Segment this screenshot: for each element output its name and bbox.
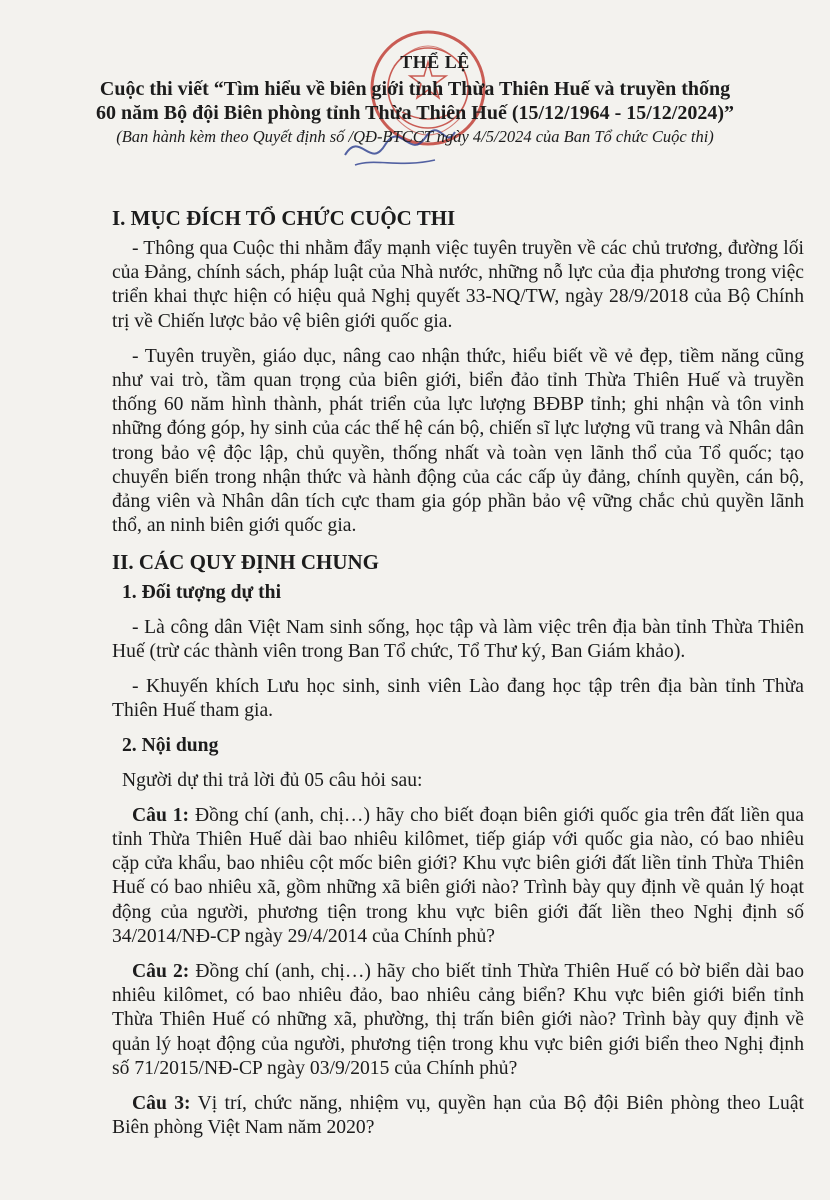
section-heading-general-rules: II. CÁC QUY ĐỊNH CHUNG — [112, 550, 379, 575]
question-label: Câu 3: — [132, 1093, 191, 1115]
question-1 — [112, 804, 804, 949]
document-body — [112, 205, 804, 1152]
issuance-note: (Ban hành kèm theo Quyết định số /QĐ-BTCCT ngày 4/5/2024 của Ban Tổ chức Cuộc thi) — [116, 127, 714, 146]
section-heading-purpose: I. MỤC ĐÍCH TỔ CHỨC CUỘC THI — [112, 206, 456, 230]
document-title: THỂ LỆ — [400, 52, 470, 72]
contest-name-line-2: 60 năm Bộ đội Biên phòng tỉnh Thừa Thiên Huế (15/12/1964 - 15/12/2024)” — [95, 102, 735, 124]
document-header — [0, 52, 830, 149]
question-2 — [112, 960, 804, 1081]
question-text: Đồng chí (anh, chị…) hãy cho biết đoạn biên giới quốc gia trên đất liền qua tỉnh Thừa Thiên Huế dài bao nhiêu kilômet, tiếp giáp với quốc gia nào, có bao nhiêu cặp cửa khẩu, bao nhiêu cột mốc biên giới? Khu vực biên giới đất liền tỉnh Thừa Thiên Huế có bao nhiêu xã, gồm những xã biên giới nào? Trình bày quy định về quản lý hoạt động của người, phương tiện trong khu vực biên giới đất liền theo Nghị định số 34/2014/NĐ-CP ngày 29/4/2014 của Chính phủ? — [112, 804, 804, 947]
contest-name-line-1: Cuộc thi viết “Tìm hiểu về biên giới tỉnh Thừa Thiên Huế và truyền thống — [99, 78, 731, 100]
subheading-participants: 1. Đối tượng dự thi — [122, 582, 282, 604]
purpose-paragraph-2: - Tuyên truyền, giáo dục, nâng cao nhận thức, hiểu biết về vẻ đẹp, tiềm năng cũng như vai trò, tầm quan trọng của biên giới, biển đảo tỉnh Thừa Thiên Huế và truyền thống 60 năm hình thành, phát triển của lực lượng BĐBP tỉnh; ghi nhận và tôn vinh những đóng góp, hy sinh của các thế hệ cán bộ, chiến sĩ lực lượng vũ trang và Nhân dân trong bảo vệ độc lập, chủ quyền, thống nhất và toàn vẹn lãnh thổ của Tổ quốc; tạo chuyển biến trong nhận thức và hành động của các cấp ủy đảng, chính quyền, cán bộ, đảng viên và Nhân dân tích cực tham gia góp phần bảo vệ vững chắc chủ quyền lãnh thổ, an ninh biên giới quốc gia. — [112, 345, 804, 537]
question-text: Đồng chí (anh, chị…) hãy cho biết tỉnh Thừa Thiên Huế có bờ biển dài bao nhiêu kilômet, có bao nhiêu đảo, bao nhiêu cảng biển? Khu vực biên giới biển tỉnh Thừa Thiên Huế có những xã, phường, thị trấn biên giới nào? Trình bày quy định về quản lý hoạt động của người, phương tiện trong khu vực biên giới biển theo Nghị định số 71/2015/NĐ-CP ngày 03/9/2015 của Chính phủ? — [112, 961, 804, 1079]
participants-paragraph-2: - Khuyến khích Lưu học sinh, sinh viên Lào đang học tập trên địa bàn tỉnh Thừa Thiên Huế tham gia. — [112, 676, 804, 722]
question-3 — [112, 1092, 804, 1140]
question-text: Vị trí, chức năng, nhiệm vụ, quyền hạn của Bộ đội Biên phòng theo Luật Biên phòng Việt Nam năm 2020? — [112, 1093, 804, 1139]
purpose-paragraph-1: - Thông qua Cuộc thi nhằm đẩy mạnh việc tuyên truyền về các chủ trương, đường lối của Đảng, chính sách, pháp luật của Nhà nước, những nỗ lực của địa phương trong việc triển khai thực hiện có hiệu quả Nghị quyết 33-NQ/TW, ngày 28/9/2018 của Bộ Chính trị về Chiến lược bảo vệ biên giới quốc gia. — [112, 238, 804, 332]
question-label: Câu 2: — [132, 961, 190, 983]
participants-paragraph-1: - Là công dân Việt Nam sinh sống, học tập và làm việc trên địa bàn tỉnh Thừa Thiên Huế (trừ các thành viên trong Ban Tổ chức, Tổ Thư ký, Ban Giám khảo). — [112, 616, 804, 662]
subheading-content: 2. Nội dung — [122, 735, 219, 757]
question-label: Câu 1: — [132, 804, 190, 826]
content-intro: Người dự thi trả lời đủ 05 câu hỏi sau: — [122, 769, 423, 791]
